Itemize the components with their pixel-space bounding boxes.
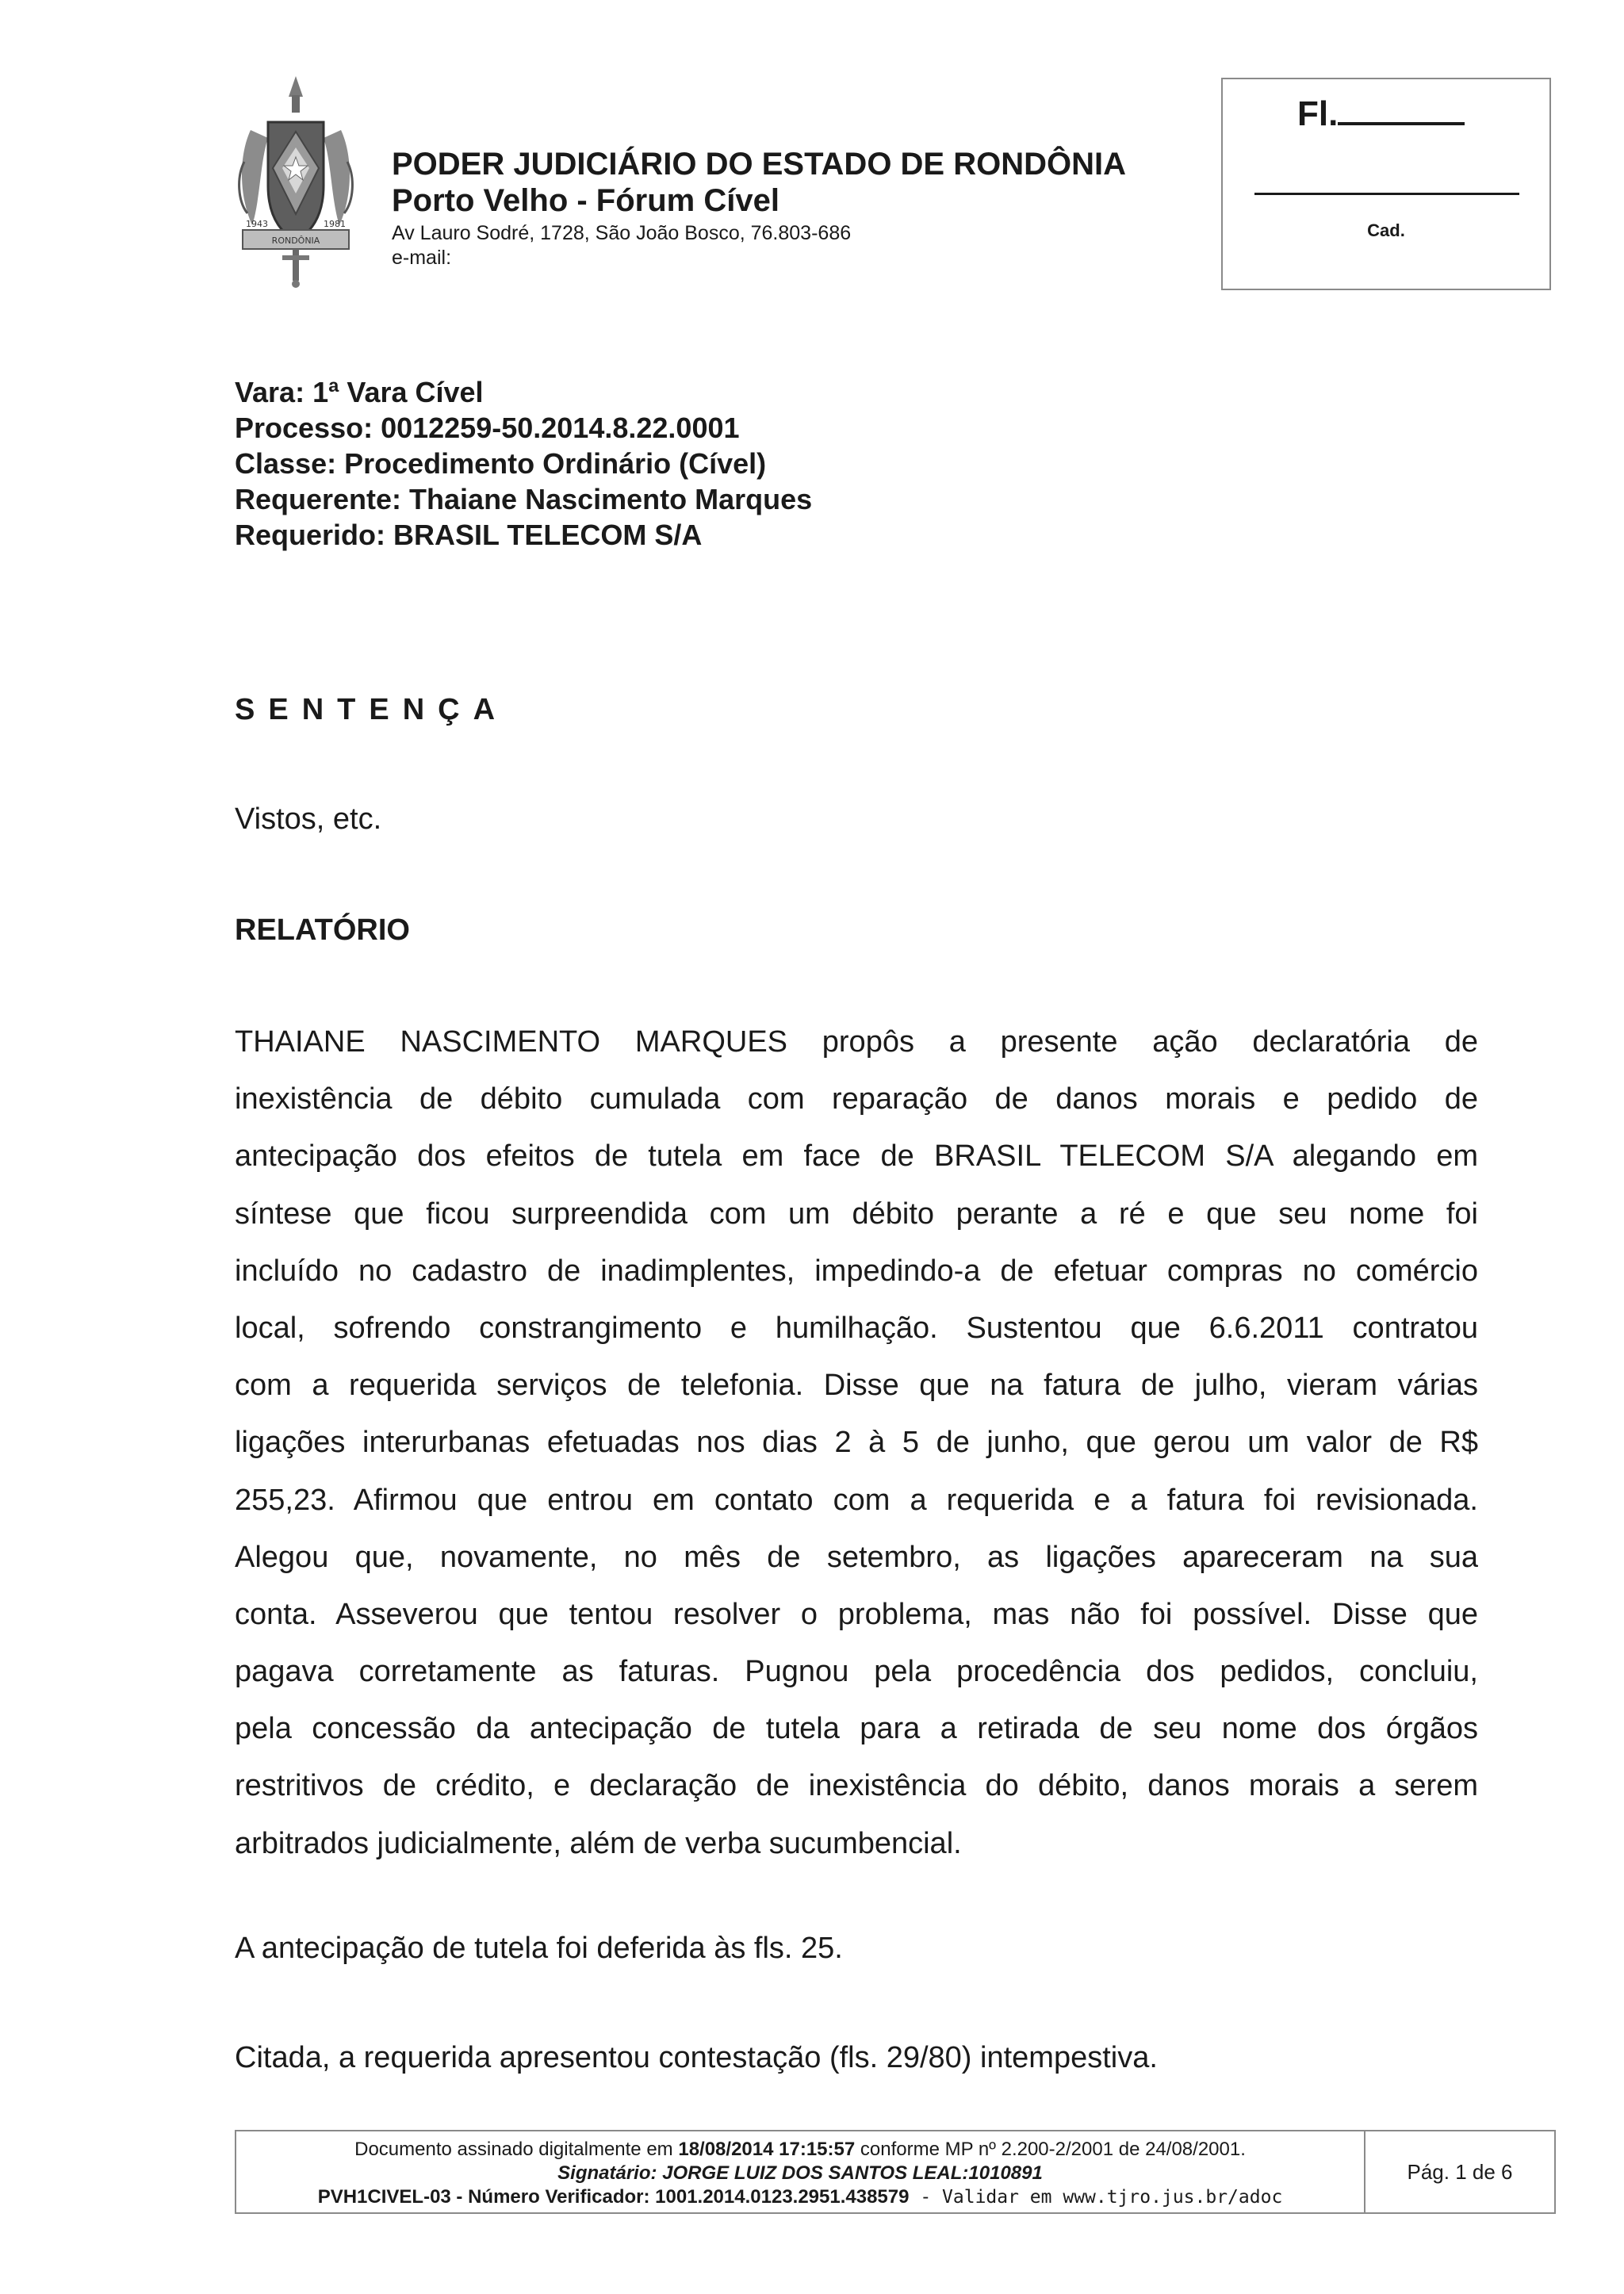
- signatory: Signatário: JORGE LUIZ DOS SANTOS LEAL:1010891: [557, 2162, 1043, 2184]
- case-requerente: Requerente: Thaiane Nascimento Marques: [235, 483, 813, 515]
- validate-link-text: - Validar em www.tjro.jus.br/adoc: [909, 2187, 1283, 2208]
- document-header: [392, 146, 1126, 270]
- case-vara: Vara: 1ª Vara Cível: [235, 376, 484, 408]
- paragraph-relatorio: [235, 1013, 1478, 1872]
- coat-year-left: 1943: [246, 219, 268, 229]
- signed-prefix: Documento assinado digitalmente em: [354, 2139, 679, 2160]
- section-heading-relatorio: RELATÓRIO: [235, 913, 410, 947]
- folio-label-text: Fl.: [1297, 94, 1339, 133]
- verifier-code: PVH1CIVEL-03 - Número Verificador: 1001.2014.0123.2951.438579: [317, 2186, 910, 2208]
- paragraph-line: síntese que ficou surpreendida com um débito perante a ré e que seu nome foi: [235, 1197, 1478, 1231]
- paragraph-line: 255,23. Afirmou que entrou em contato com a requerida e a fatura foi revisionada.: [235, 1483, 1478, 1517]
- document-title: SENTENÇA: [235, 693, 509, 726]
- vistos-line: Vistos, etc.: [235, 802, 382, 836]
- case-classe: Classe: Procedimento Ordinário (Cível): [235, 447, 767, 480]
- case-info: [235, 374, 812, 553]
- paragraph-line: local, sofrendo constrangimento e humilhação. Sustentou que 6.6.2011 contratou: [235, 1311, 1478, 1345]
- paragraph-line: pela concessão da antecipação de tutela para a retirada de seu nome dos órgãos: [235, 1712, 1478, 1746]
- signature-footer: [235, 2130, 1556, 2214]
- rondonia-coat-of-arms-icon: [236, 75, 355, 289]
- coat-year-right: 1981: [324, 219, 346, 229]
- signed-datetime: 18/08/2014 17:15:57: [678, 2139, 856, 2160]
- paragraph-line: pagava corretamente as faturas. Pugnou pela procedência dos pedidos, concluiu,: [235, 1655, 1478, 1689]
- forum-name: Porto Velho - Fórum Cível: [392, 183, 779, 218]
- folio-box: [1221, 78, 1551, 290]
- signatory-line: [236, 2162, 1364, 2185]
- forum-email-label: e-mail:: [392, 247, 452, 269]
- folio-label: [1297, 87, 1465, 134]
- verifier-line: [236, 2185, 1364, 2209]
- case-requerido: Requerido: BRASIL TELECOM S/A: [235, 519, 703, 551]
- paragraph-line: arbitrados judicialmente, além de verba sucumbencial.: [235, 1826, 962, 1860]
- paragraph-line: antecipação dos efeitos de tutela em face de BRASIL TELECOM S/A alegando em: [235, 1139, 1478, 1174]
- case-processo: Processo: 0012259-50.2014.8.22.0001: [235, 412, 740, 444]
- paragraph-line: incluído no cadastro de inadimplentes, impedindo-a de efetuar compras no comércio: [235, 1254, 1478, 1288]
- signed-line: [236, 2138, 1364, 2162]
- signature-info: [236, 2131, 1365, 2212]
- paragraph-line: com a requerida serviços de telefonia. Disse que na fatura de julho, vieram várias: [235, 1369, 1478, 1403]
- paragraph-line: THAIANE NASCIMENTO MARQUES propôs a presente ação declaratória de: [235, 1025, 1478, 1059]
- signed-suffix: conforme MP nº 2.200-2/2001 de 24/08/2001.: [855, 2139, 1246, 2160]
- page-number: Pág. 1 de 6: [1407, 2159, 1513, 2184]
- cad-signature-line: [1254, 193, 1519, 195]
- forum-address: Av Lauro Sodré, 1728, São João Bosco, 76.803-686: [392, 222, 852, 244]
- paragraph-line: ligações interurbanas efetuadas nos dias 2 à 5 de junho, que gerou um valor de R$: [235, 1426, 1478, 1460]
- paragraph-contestacao: Citada, a requerida apresentou contestação (fls. 29/80) intempestiva.: [235, 2041, 1158, 2074]
- cad-label: Cad.: [1367, 220, 1405, 240]
- paragraph-line: conta. Asseverou que tentou resolver o problema, mas não foi possível. Disse que: [235, 1597, 1478, 1631]
- paragraph-antecipacao: A antecipação de tutela foi deferida às fls. 25.: [235, 1932, 843, 1965]
- paragraph-line: restritivos de crédito, e declaração de inexistência do débito, danos morais a serem: [235, 1769, 1478, 1803]
- coat-banner-text: RONDÔNIA: [271, 236, 320, 246]
- paragraph-line: Alegou que, novamente, no mês de setembro, as ligações apareceram na sua: [235, 1540, 1478, 1574]
- paragraph-line: inexistência de débito cumulada com reparação de danos morais e pedido de: [235, 1082, 1478, 1116]
- folio-blank: [1338, 87, 1465, 125]
- institution-name: PODER JUDICIÁRIO DO ESTADO DE RONDÔNIA: [392, 147, 1126, 182]
